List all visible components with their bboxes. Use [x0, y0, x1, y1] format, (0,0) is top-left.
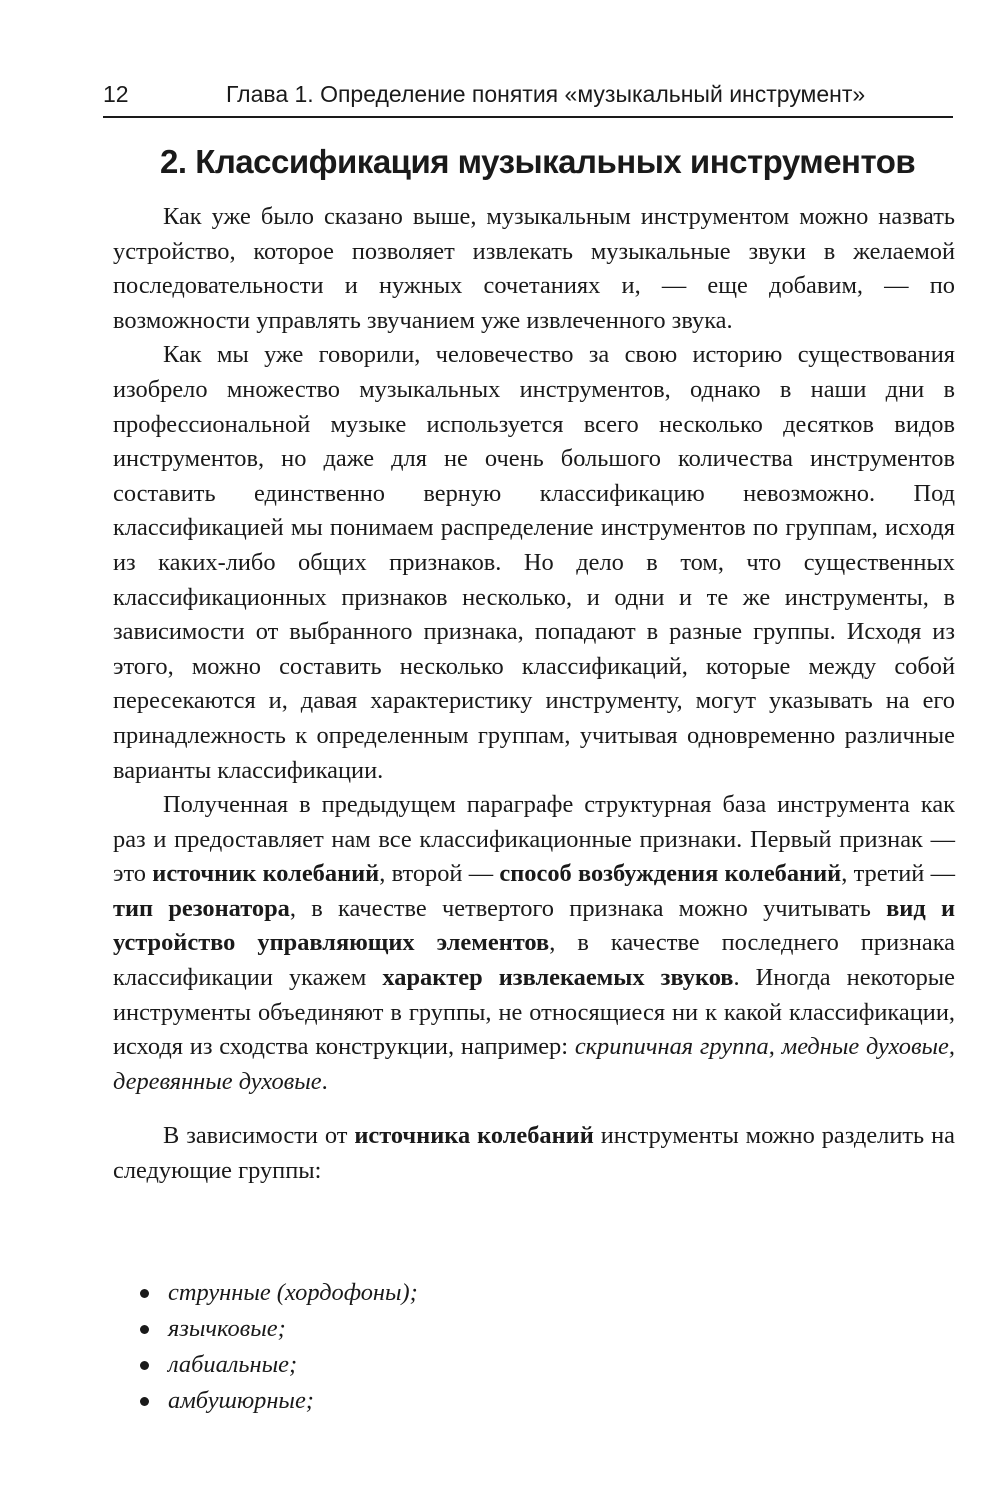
term-sound-character: характер извлекаемых звуков: [382, 964, 734, 992]
paragraph-3: Полученная в предыдущем параграфе структурная база инструмента как раз и предоставляет нам все классификационные признаки. Первый признак — это источник колебаний, второй — способ возбуждения колебаний, третий — тип резонатора, в качестве четвертого признака можно учитывать вид и устройство управляющих элементов, в качестве последнего признака классификации укажем характер извлекаемых звуков. Иногда некоторые инструменты объединяют в группы, не относящиеся ни к какой классификации, исходя из сходства конструкции, например: скрипичная группа, медные духовые, деревянные духовые.: [113, 791, 956, 1095]
term-oscillation-source: источник колебаний: [152, 860, 380, 888]
paragraph-1: Как уже было сказано выше, музыкальным инструментом можно назвать устройство, которое позволяет извлекать музыкальные звуки в желаемой последовательности и нужных сочетаниях и, — еще добавим, — по возможности управлять звучанием уже извлеченного звука.: [113, 203, 955, 334]
groups-list: [140, 1275, 418, 1419]
list-item: струнные (хордофоны);: [140, 1275, 418, 1311]
page-number: 12: [103, 81, 129, 107]
body-text: [113, 200, 955, 1189]
list-item: амбушюрные;: [140, 1383, 418, 1419]
term-resonator-type: тип резонатора: [113, 894, 290, 922]
paragraph-2: Как мы уже говорили, человечество за свою историю существования изобрело множество музыкальных инструментов, однако в наши дни в профессиональной музыке используется всего несколько десятков видов инструментов, но даже для не очень большого количества инструментов составить единственно верную классификацию невозможно. Под классификацией мы понимаем распределение инструментов по группам, исходя из каких-либо общих признаков. Но дело в том, что существенных классификационных признаков несколько, и одни и те же инструменты, в зависимости от выбранного признака, попадают в разные группы. Исходя из этого, можно составить несколько классификаций, которые между собой пересекаются и, давая характеристику инструменту, могут указывать на его принадлежность к определенным группам, учитывая одновременно различные варианты классификации.: [113, 341, 955, 784]
term-excitation-method: способ возбуждения колебаний: [499, 860, 842, 888]
chapter-title: Глава 1. Определение понятия «музыкальный инструмент»: [226, 81, 866, 107]
bullet-icon: [140, 1361, 149, 1370]
bullet-icon: [140, 1325, 149, 1334]
paragraph-4: В зависимости от источника колебаний инструменты можно разделить на следующие группы:: [113, 1122, 955, 1185]
list-item: лабиальные;: [140, 1347, 418, 1383]
bullet-icon: [140, 1397, 149, 1406]
bullet-icon: [140, 1289, 149, 1298]
section-title: 2. Классификация музыкальных инструментов: [160, 143, 916, 180]
term-oscillation-source-2: источника колебаний: [354, 1122, 594, 1150]
example-groups: скрипичная группа, медные духовые, деревянные духовые: [113, 1033, 955, 1095]
list-item: язычковые;: [140, 1311, 418, 1347]
term-control-elements: вид и устройство управляющих элементов: [113, 894, 956, 957]
running-header: [103, 72, 953, 118]
